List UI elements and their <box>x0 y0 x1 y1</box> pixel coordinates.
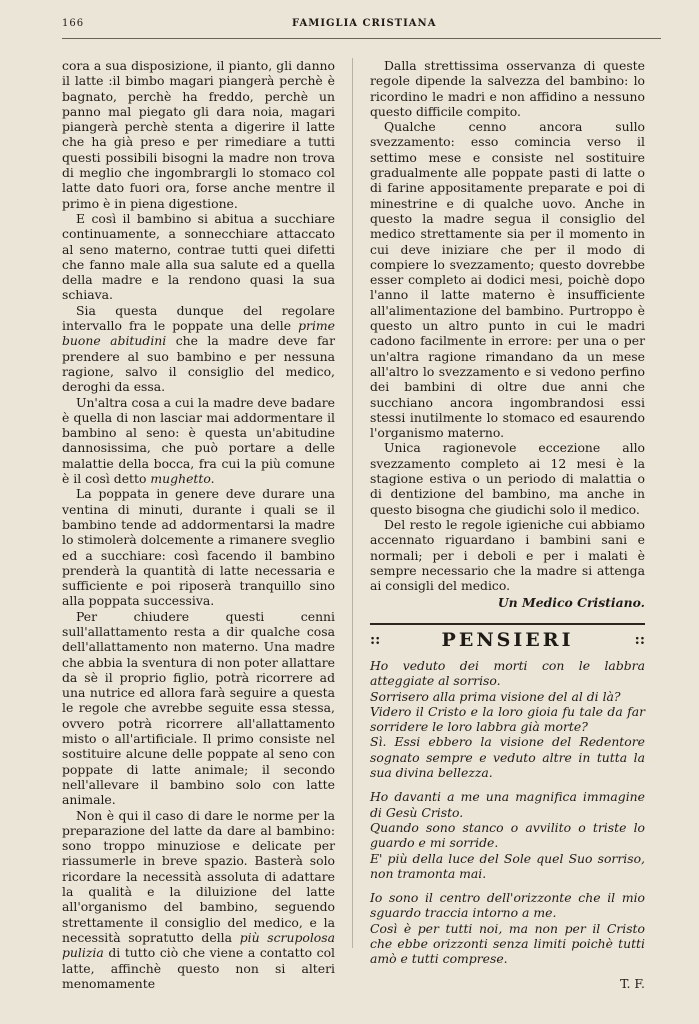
header-rule <box>62 38 661 39</box>
text-run: Qualche cenno ancora sullo svezzamento: esso comincia verso il settimo mese e consiste nel sostituire gradualmente alle poppate pasti di latte o di farine appositamente preparate e poi di minestrine e di qualche uovo. Anche in questo la madre segua il consiglio del medico strettamente sia per il momento in cui deve iniziare che per il modo di compiere lo svezzamento; questo dovrebbe esser completo ai dodici mesi, poichè dopo l'anno il latte materno è insufficiente all'alimentazione del bambino. Purtroppo è questo un altro punto in cui le madri cadono facilmente in errore: per una o per un'altra ragione rimandano da un mese all'altro lo svezzamento e si vedono perfino dei bambini di oltre due anni che succhiano ancora ingombrandosi essi stessi inutilmente lo stomaco ed esaurendo l'organismo materno. <box>370 119 645 441</box>
paragraph <box>62 486 335 608</box>
left-column <box>62 58 335 991</box>
text-run: E così il bambino si abitua a succhiare continuamente, a sonnecchiare attaccato al seno materno, contrae tutti quei difetti che fanno male alla sua salute ed a quella della madre e la rendono quasi la sua schiava. <box>62 210 335 303</box>
pensieri-stanza <box>370 789 645 881</box>
pensieri-stanza <box>370 890 645 966</box>
paragraph <box>62 395 335 487</box>
paragraph <box>370 517 645 593</box>
page-header <box>62 18 661 38</box>
text-run: Un'altra cosa a cui la madre deve badare è quella di non lasciar mai addormentare il bambino al seno: è questa un'abitudine dannosissima, che può portare a delle malattie della bocca, fra cui la più comune è il così detto <box>62 394 335 487</box>
text-run: cora a sua disposizione, il pianto, gli danno il latte :il bimbo magari piangerà perchè è bagnato, perchè ha freddo, perchè un panno mal piegato gli dara noia, magari piangerà perchè stenta a digerire il latte che ha già preso e per rimediare a tutti questi possibili bisogni la madre non trova di meglio che ingombrargli lo stomaco col latte dato fuori ora, forse anche mentre il primo è in piena digestione. <box>62 58 335 211</box>
pensieri-line: Io sono il centro dell'orizzonte che il mio sguardo traccia intorno a me. <box>370 890 645 921</box>
pensieri-line: Così è per tutti noi, ma non per il Cristo che ebbe orizzonti senza limiti poichè tutti amò e tutti comprese. <box>370 920 645 967</box>
heading-right-ornament: :: <box>634 631 645 648</box>
italic-phrase: mughetto. <box>150 471 215 487</box>
article-signature: Un Medico Cristiano. <box>497 595 645 611</box>
pensieri-heading <box>370 628 645 651</box>
paragraph <box>62 609 335 808</box>
page-number: 166 <box>62 18 85 29</box>
pensieri-line: Sì. Essi ebbero la visione del Redentore sognato sempre e veduto altre in tutta la sua divina bellezza. <box>370 734 645 781</box>
text-run: La poppata in genere deve durare una ventina di minuti, durante i quali se il bambino tende ad addormentarsi la madre lo stimolerà dolcemente a rimanere sveglio ed a succhiare: così facendo il bambino prenderà la quantità di latte necessaria e sufficiente e poi riposerà tranquillo sino alla poppata successiva. <box>62 486 335 609</box>
text-run: che la madre deve far prendere al suo bambino e per nessuna ragione, salvo il consiglio del medico, deroghi da essa. <box>62 333 335 395</box>
heading-left-ornament: :: <box>370 631 381 648</box>
pensieri-stanza <box>370 658 645 780</box>
pensieri-line: Ho veduto dei morti con le labbra atteggiate al sorriso. <box>370 657 645 689</box>
text-run: Sia questa dunque del regolare intervallo fra le poppate una delle <box>62 302 335 334</box>
paragraph <box>62 303 335 395</box>
text-run: Del resto le regole igieniche cui abbiamo accennato riguardano i bambini sani e normali; per i deboli e per i malati è sempre necessario che la madre si attenga ai consigli del medico. <box>370 516 645 594</box>
text-run: di tutto ciò che viene a contatto col latte, affinchè questo non si alteri menomamente <box>62 945 335 991</box>
italic-phrase: prime buone abitudini <box>62 318 335 349</box>
column-divider <box>352 58 353 948</box>
text-run: Dalla strettissima osservanza di queste regole dipende la salvezza del bambino: lo ricordino le madri e non affidino a nessuno questo difficile compito. <box>370 58 645 119</box>
pensieri-text <box>370 658 645 967</box>
pensieri-line: E' più della luce del Sole quel Suo sorriso, non tramonta mai. <box>370 850 645 881</box>
pensieri-line: Sorrisero alla prima visione del al di là? <box>370 688 621 704</box>
text-run: Unica ragionevole eccezione allo svezzamento completo ai 12 mesi è la stagione estiva o un periodo di malattia o di dentizione del bambino, ma anche in questo bisogna che giudichi solo il medico. <box>370 440 645 517</box>
right-column <box>370 58 645 991</box>
pensieri-line: Quando sono stanco o avvilito o triste lo guardo e mi sorride. <box>370 819 645 851</box>
article-continuation <box>370 58 645 593</box>
paragraph <box>370 440 645 516</box>
text-run: Non è qui il caso di dare le norme per la preparazione del latte da dare al bambino: sono troppo minuziose e delicate per riassumerle in breve spazio. Basterà solo ricordare la necessità assoluta di adattare la qualità e la diluizione del latte all'organismo del bambino, seguendo strettamente il consiglio del medico, e la necessità sopratutto della <box>62 807 335 945</box>
pensieri-title: PENSIERI <box>441 628 574 651</box>
text-run: Per chiudere questi cenni sull'allattamento resta a dir qualche cosa dell'allattamento non materno. Una madre che abbia la sventura di non poter allattare da sè il proprio figlio, potrà ricorrere ad una nutrice ed allora farà seguire a questa le regole che avrebbe seguite essa stessa, ovvero potrà ricorrere all'allattamento misto o all'artificiale. Il primo consiste nel sostituire alcune delle poppate al seno con poppate di latte animale; il secondo nell'allevare il bambino solo con latte animale. <box>62 608 335 808</box>
italic-phrase: più scrupolosa pulizia <box>62 929 336 961</box>
paragraph <box>370 58 645 119</box>
pensieri-line: Videro il Cristo e la loro gioia fu tale da far sorridere le loro labbra già morte? <box>370 703 645 735</box>
paragraph <box>62 58 335 211</box>
paragraph <box>370 119 645 440</box>
section-rule <box>370 623 645 625</box>
pensieri-initials: T. F. <box>620 975 645 991</box>
paragraph <box>62 211 335 303</box>
paragraph <box>62 808 335 992</box>
running-head: FAMIGLIA CRISTIANA <box>292 18 437 29</box>
pensieri-line: Ho davanti a me una magnifica immagine di Gesù Cristo. <box>370 789 645 820</box>
